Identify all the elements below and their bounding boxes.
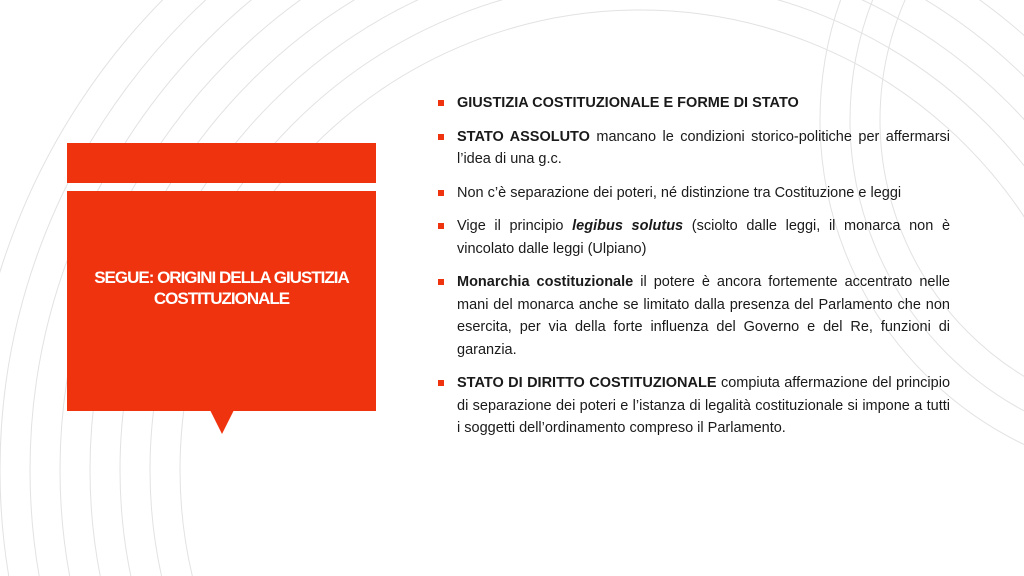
bullet-text: il potere è ancora fortemente accentrato nelle mani del monarca anche se limitato dalla presenza del Parlamento che non esercita, per via della forte influenza del Governo e del Re, funzioni di garanzia. [457, 274, 950, 358]
list-item [438, 182, 950, 205]
square-bullet-icon [438, 380, 444, 386]
list-item [438, 271, 950, 361]
bullet-text-post: (sciolto dalle leggi, il monarca non è vincolato dalle leggi (Ulpiano) [457, 218, 951, 257]
bullet-heading: STATO ASSOLUTO [457, 128, 590, 145]
title-accent-strip [67, 143, 376, 183]
bullet-heading: Monarchia costituzionale [457, 274, 634, 290]
bullet-heading: STATO DI DIRITTO COSTITUZIONALE [457, 375, 717, 391]
square-bullet-icon [438, 279, 444, 285]
square-bullet-icon [438, 190, 444, 196]
bullet-text: compiuta affermazione del principio di separazione dei poteri e l’istanza di legalità costituzionale si impone a tutti i soggetti dell’ordinamento compreso il Parlamento. [457, 375, 951, 436]
title-panel-pointer [210, 410, 234, 434]
bullet-text-pre: Vige il principio [457, 218, 573, 234]
list-item [438, 92, 950, 115]
bullet-heading: GIUSTIZIA COSTITUZIONALE E FORME DI STATO [457, 95, 799, 111]
slide-title: SEGUE: ORIGINI DELLA GIUSTIZIA COSTITUZIONALE [94, 268, 349, 308]
list-item [438, 126, 950, 171]
list-item [438, 372, 950, 440]
bullet-text: mancano le condizioni storico-politiche per affermarsi l’idea di una g.c. [457, 128, 950, 167]
square-bullet-icon [438, 134, 444, 140]
bullet-text: Non c’è separazione dei poteri, né distinzione tra Costituzione e leggi [457, 184, 902, 201]
bullet-list [438, 92, 950, 451]
list-item [438, 215, 950, 260]
square-bullet-icon [438, 223, 444, 229]
square-bullet-icon [438, 100, 444, 106]
bullet-italic: legibus solutus [572, 218, 684, 234]
